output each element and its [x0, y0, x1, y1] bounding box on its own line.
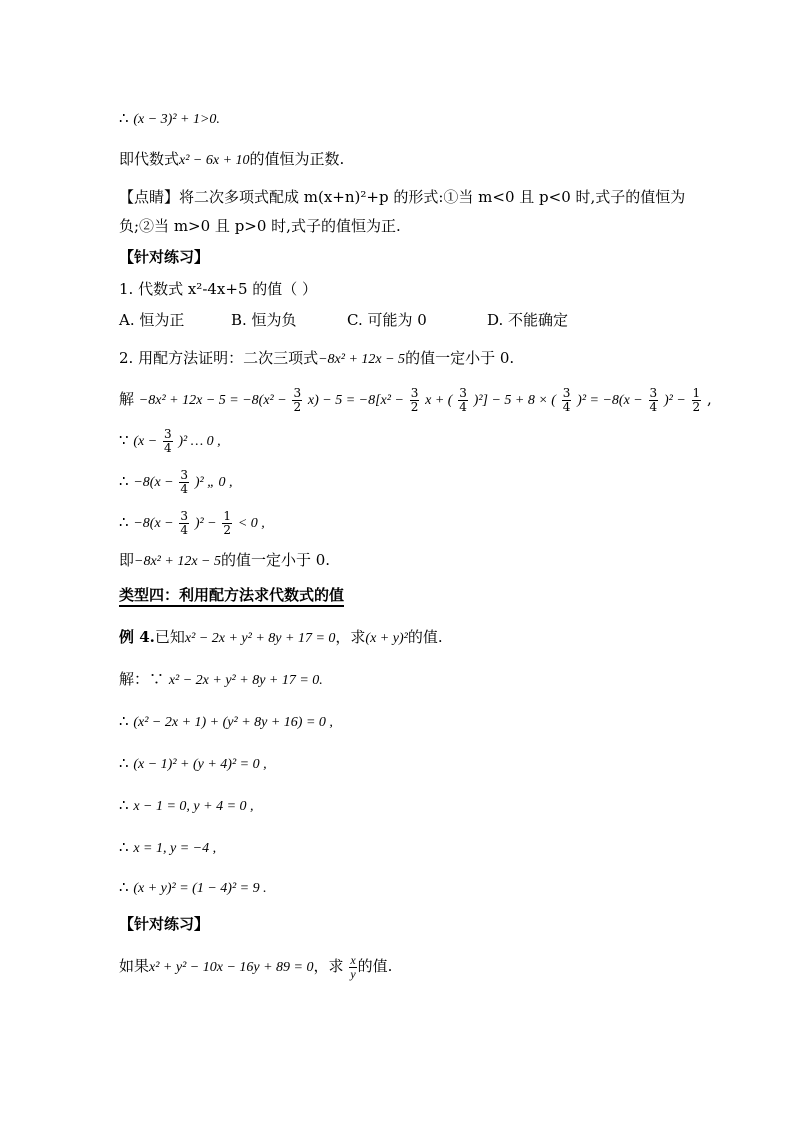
math-expression: (x + y)² [365, 631, 408, 646]
fraction [410, 387, 420, 414]
step-line [119, 509, 265, 537]
fraction [222, 510, 232, 537]
practice-heading: 【针对练习】 [119, 915, 210, 933]
text: 2. 用配方法证明：二次三项式 [119, 349, 319, 367]
step-line [119, 108, 220, 130]
question-1-options [119, 310, 568, 330]
conclusion-line [119, 550, 330, 572]
conclusion-line [119, 149, 344, 171]
denominator: 2 [692, 399, 701, 414]
option-a: A. 恒为正 [119, 311, 185, 329]
step-line [119, 795, 254, 817]
question-1: 1. 代数式 x²-4x+5 的值（ ） [119, 280, 318, 298]
therefore-symbol: ∴ [119, 513, 129, 531]
math-expression: (x − 3)² + 1>0. [133, 112, 220, 127]
step-line [119, 468, 232, 496]
therefore-symbol: ∴ [119, 712, 129, 730]
text: 的值一定小于 0. [220, 551, 331, 569]
therefore-symbol: ∴ [119, 878, 129, 896]
therefore-symbol: ∴ [119, 754, 129, 772]
denominator: 4 [180, 522, 189, 537]
step-line [119, 753, 267, 775]
section-heading [119, 585, 344, 605]
fraction [562, 387, 572, 414]
step-line [119, 427, 221, 455]
step-line [119, 711, 333, 733]
numerator: 3 [180, 508, 189, 523]
math-expression: x) − 5 = −8[x² − [307, 393, 404, 408]
denominator: y [350, 966, 356, 981]
math-expression: −8x² + 12x − 5 = −8(x² − [138, 393, 287, 408]
math-expression: )² − [194, 516, 217, 531]
math-expression: −8(x − [133, 475, 174, 490]
option-d: D. 不能确定 [487, 311, 569, 329]
step-line [119, 669, 323, 691]
text: 的值. [357, 957, 393, 975]
math-expression: (x + y)² = (1 − 4)² = 9 . [133, 881, 267, 896]
fraction [179, 469, 189, 496]
text: 已知 [154, 628, 185, 646]
math-expression: x² − 2x + y² + 8y + 17 = 0. [168, 673, 323, 688]
denominator: 2 [410, 399, 419, 414]
because-symbol: ∵ [149, 670, 165, 688]
fraction [179, 510, 189, 537]
denominator: 4 [163, 440, 172, 455]
therefore-symbol: ∴ [119, 838, 129, 856]
step-line [119, 877, 267, 899]
math-expression: −8x² + 12x − 5 [134, 554, 221, 569]
numerator: 1 [223, 508, 232, 523]
text: ，求 [313, 957, 344, 975]
denominator: 2 [223, 522, 232, 537]
fraction [692, 387, 702, 414]
text: 的值一定小于 0. [405, 349, 515, 367]
numerator: 3 [163, 426, 172, 441]
denominator: 2 [293, 399, 302, 414]
solution-line [119, 386, 712, 414]
math-expression: )² „ 0 , [194, 475, 233, 490]
practice-question [119, 950, 392, 984]
math-expression: x² + y² − 10x − 16y + 89 = 0 [149, 960, 314, 975]
text: 如果 [119, 957, 150, 975]
math-expression: x + ( [425, 393, 453, 408]
math-expression: (x − 1)² + (y + 4)² = 0 , [133, 757, 267, 772]
math-expression: x − 1 = 0, y + 4 = 0 , [133, 799, 254, 814]
option-b: B. 恒为负 [231, 311, 297, 329]
fraction [649, 387, 659, 414]
math-expression: (x² − 2x + 1) + (y² + 8y + 16) = 0 , [133, 715, 333, 730]
math-expression: −8(x − [133, 516, 174, 531]
fraction [292, 387, 302, 414]
denominator: 4 [459, 399, 467, 414]
math-expression: x = 1, y = −4 , [133, 841, 217, 856]
text: , [706, 390, 712, 408]
therefore-symbol: ∴ [119, 796, 129, 814]
numerator: 3 [180, 467, 189, 482]
question-2 [119, 348, 514, 370]
math-expression: (x − [133, 434, 158, 449]
math-expression: )² − [663, 393, 686, 408]
numerator: x [350, 952, 356, 967]
numerator: 3 [293, 385, 302, 400]
tip-line-2: 负;②当 m>0 且 p>0 时,式子的值恒为正. [119, 217, 401, 235]
denominator: 4 [180, 481, 189, 496]
math-expression: )²] − 5 + 8 × ( [473, 393, 556, 408]
therefore-symbol: ∴ [119, 472, 129, 490]
example-4 [119, 627, 443, 649]
math-expression: −8x² + 12x − 5 [318, 352, 406, 367]
math-expression: x² − 6x + 10 [179, 153, 250, 168]
fraction [163, 428, 173, 455]
therefore-symbol: ∴ [119, 109, 129, 127]
because-symbol: ∵ [119, 431, 129, 449]
tip-line-1: 【点睛】将二次多项式配成 m(x+n)²+p 的形式:①当 m<0 且 p<0 时,式子的值恒为 [119, 188, 686, 206]
text: 的值. [407, 628, 443, 646]
text: ，求 [335, 628, 366, 646]
numerator: 1 [692, 385, 701, 400]
step-line [119, 837, 216, 859]
math-expression: < 0 , [237, 516, 265, 531]
text: 解： [119, 670, 150, 688]
denominator: 4 [562, 399, 571, 414]
text: 即代数式 [119, 150, 180, 168]
fraction [349, 954, 356, 981]
numerator: 3 [410, 385, 419, 400]
section-title: 类型四：利用配方法求代数式的值 [119, 586, 344, 607]
text: 解 [119, 390, 135, 408]
denominator: 4 [649, 399, 658, 414]
fraction [458, 387, 468, 414]
example-label: 例 4. [119, 628, 155, 646]
practice-heading: 【针对练习】 [119, 248, 210, 266]
option-c: C. 可能为 0 [347, 311, 427, 329]
numerator: 3 [562, 385, 571, 400]
text: 的值恒为正数. [249, 150, 345, 168]
numerator: 3 [649, 385, 658, 400]
numerator: 3 [459, 385, 467, 400]
math-expression: x² − 2x + y² + 8y + 17 = 0 [184, 631, 336, 646]
math-expression: )² = −8(x − [577, 393, 643, 408]
text: 即 [119, 551, 135, 569]
math-expression: )² … 0 , [178, 434, 221, 449]
